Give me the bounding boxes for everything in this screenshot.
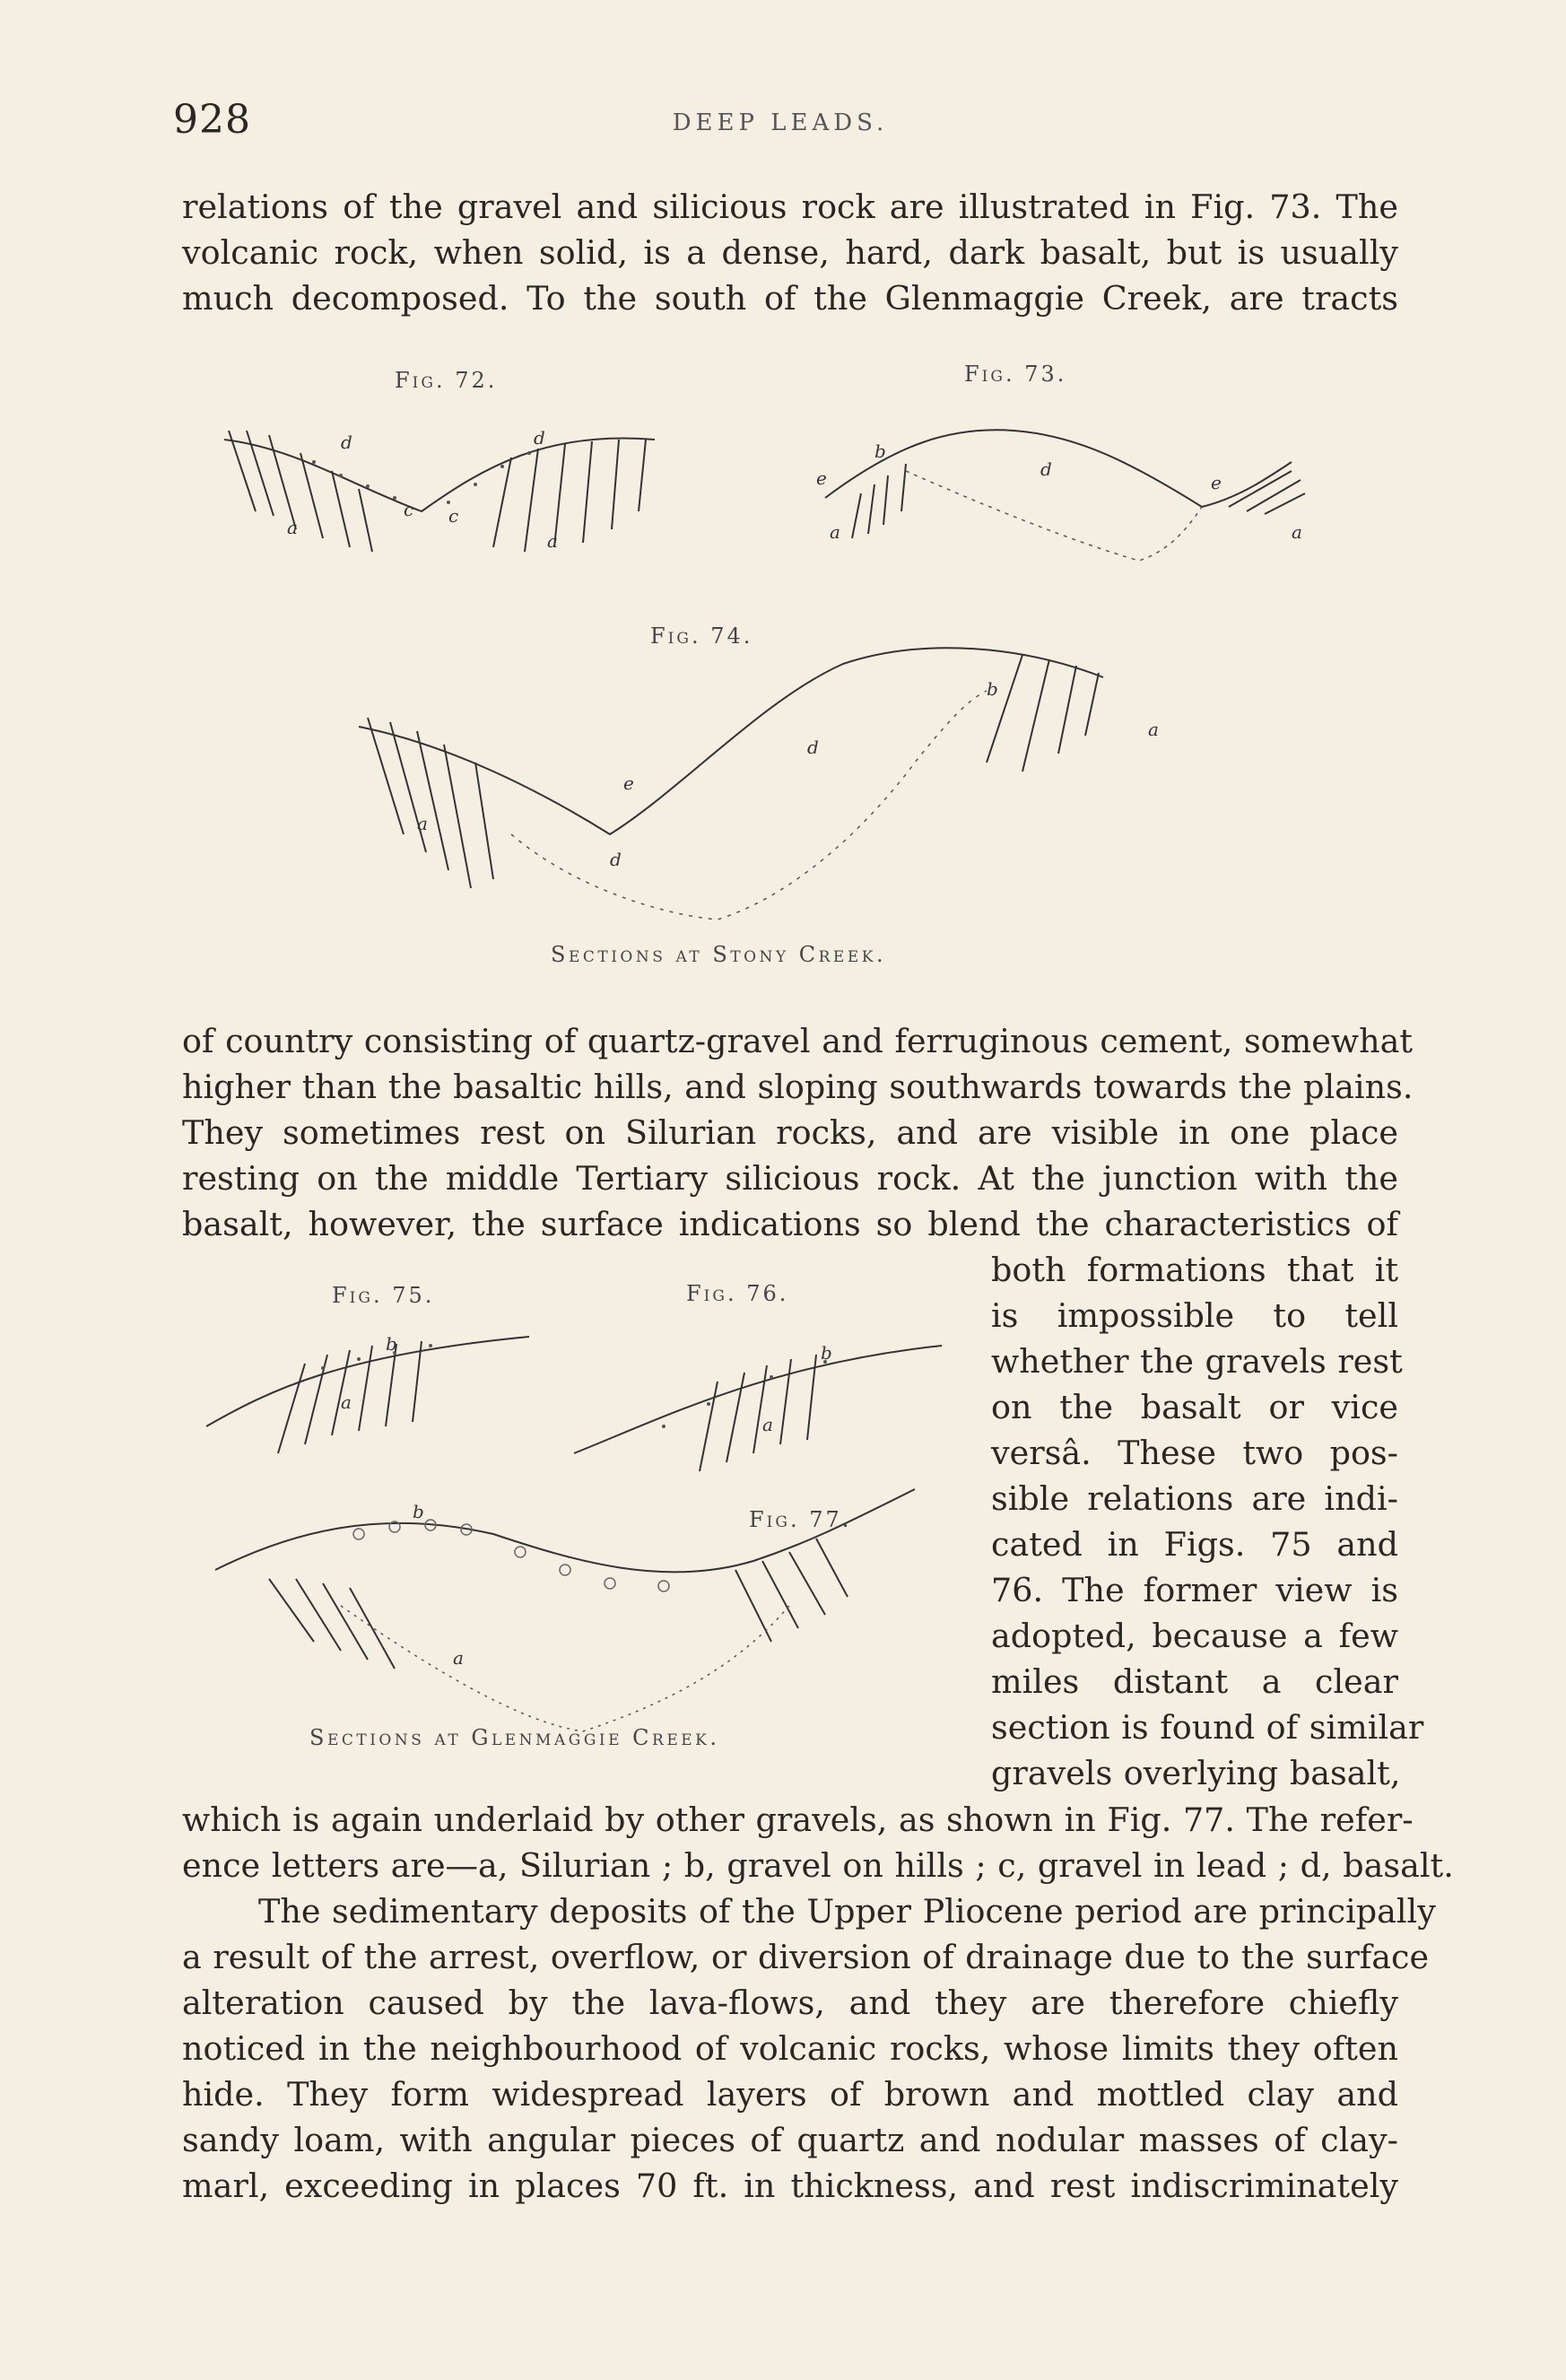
paragraph-2-narrow: [991, 1247, 1424, 1796]
text-line: marl, exceeding in places 70 ft. in thickness, and rest indiscriminately: [182, 2166, 1398, 2205]
fig77-label: Fig. 77.: [749, 1507, 852, 1532]
fig-letter: a: [453, 1647, 464, 1669]
fig-letter: a: [341, 1391, 352, 1413]
fig-letter: d: [1040, 458, 1052, 480]
fig74-illustration: [341, 601, 1256, 924]
fig-letter: b: [987, 678, 998, 700]
fig-letter: a: [547, 530, 558, 552]
text-line: higher than the basaltic hills, and sloping southwards towards the plains.: [182, 1068, 1414, 1106]
text-line: much decomposed. To the south of the Glenmaggie Creek, are tracts: [182, 279, 1398, 318]
caption-glenmaggie-creek: Sections at Glenmaggie Creek.: [309, 1725, 720, 1750]
fig72-label: Fig. 72.: [395, 368, 498, 393]
text-line: The sedimentary deposits of the Upper Pliocene period are principally: [258, 1892, 1436, 1931]
fig-letter: c: [404, 499, 414, 520]
text-line: gravels overlying basalt,: [991, 1754, 1401, 1792]
text-line: resting on the middle Tertiary silicious rock. At the junction with the: [182, 1159, 1398, 1198]
fig-letter: d: [341, 432, 352, 453]
fig-letter: a: [830, 521, 840, 543]
paragraph-2-continued: [182, 1797, 1454, 1888]
fig75-label: Fig. 75.: [332, 1283, 435, 1308]
running-head: DEEP LEADS.: [672, 109, 889, 136]
caption-stony-creek: Sections at Stony Creek.: [551, 942, 887, 967]
fig76-label: Fig. 76.: [686, 1281, 789, 1306]
fig74-label: Fig. 74.: [650, 623, 753, 649]
fig-letter: d: [610, 849, 622, 870]
text-line: sandy loam, with angular pieces of quartz and nodular masses of clay-: [182, 2121, 1398, 2159]
page-number: 928: [173, 97, 251, 143]
text-line: whether the gravels rest: [991, 1342, 1403, 1381]
text-line: adopted, because a few: [991, 1617, 1398, 1655]
text-line: a result of the arrest, overflow, or diversion of drainage due to the surface: [182, 1938, 1430, 1976]
text-line: is impossible to tell: [991, 1296, 1398, 1335]
fig-letter: b: [386, 1333, 397, 1355]
fig-letter: d: [534, 427, 545, 449]
text-line: section is found of similar: [991, 1708, 1424, 1747]
fig-letter: a: [1148, 719, 1159, 740]
fig73-illustration: [807, 408, 1309, 579]
fig-letter: b: [821, 1342, 832, 1364]
text-line: miles distant a clear: [991, 1662, 1398, 1701]
fig72-illustration: [215, 413, 682, 583]
text-line: noticed in the neighbourhood of volcanic rocks, whose limits they often: [182, 2029, 1398, 2068]
text-line: cated in Figs. 75 and: [991, 1525, 1398, 1564]
fig-letter: a: [1292, 521, 1302, 543]
text-line: basalt, however, the surface indications so blend the characteristics of: [182, 1205, 1398, 1243]
paragraph-1: [182, 184, 1398, 321]
text-line: hide. They form widespread layers of brown and mottled clay and: [182, 2075, 1398, 2114]
fig-letter: b: [874, 440, 886, 462]
text-line: alteration caused by the lava-flows, and they are therefore chiefly: [182, 1983, 1398, 2022]
paragraph-3: [182, 1888, 1436, 2209]
fig-letter: e: [816, 467, 827, 489]
paragraph-2: [182, 1018, 1414, 1247]
text-line: on the basalt or vice: [991, 1388, 1398, 1426]
text-line: which is again underlaid by other gravels, as shown in Fig. 77. The refer-: [182, 1800, 1414, 1839]
text-line: both formations that it: [991, 1251, 1398, 1289]
fig-letter: d: [807, 737, 819, 758]
fig73-label: Fig. 73.: [964, 362, 1067, 387]
fig-letter: e: [1211, 472, 1222, 493]
fig77-illustration: [197, 1471, 933, 1740]
text-line: versâ. These two pos-: [991, 1434, 1398, 1472]
fig-letter: e: [623, 772, 634, 794]
text-line: 76. The former view is: [991, 1571, 1398, 1609]
fig-letter: a: [762, 1414, 773, 1435]
text-line: of country consisting of quartz-gravel and ferruginous cement, somewhat: [182, 1022, 1414, 1060]
fig-letter: b: [413, 1501, 424, 1522]
text-line: ence letters are—a, Silurian ; b, gravel on hills ; c, gravel in lead ; d, basalt.: [182, 1846, 1454, 1885]
fig-letter: a: [287, 517, 298, 538]
text-line: volcanic rock, when solid, is a dense, hard, dark basalt, but is usually: [182, 233, 1398, 272]
text-line: They sometimes rest on Silurian rocks, and are visible in one place: [182, 1113, 1398, 1152]
fig75-illustration: [197, 1319, 538, 1462]
fig-letter: c: [448, 505, 459, 527]
fig76-illustration: [556, 1319, 951, 1480]
text-line: relations of the gravel and silicious rock are illustrated in Fig. 73. The: [182, 187, 1398, 226]
text-line: sible relations are indi-: [991, 1479, 1398, 1518]
fig-letter: a: [417, 813, 428, 834]
